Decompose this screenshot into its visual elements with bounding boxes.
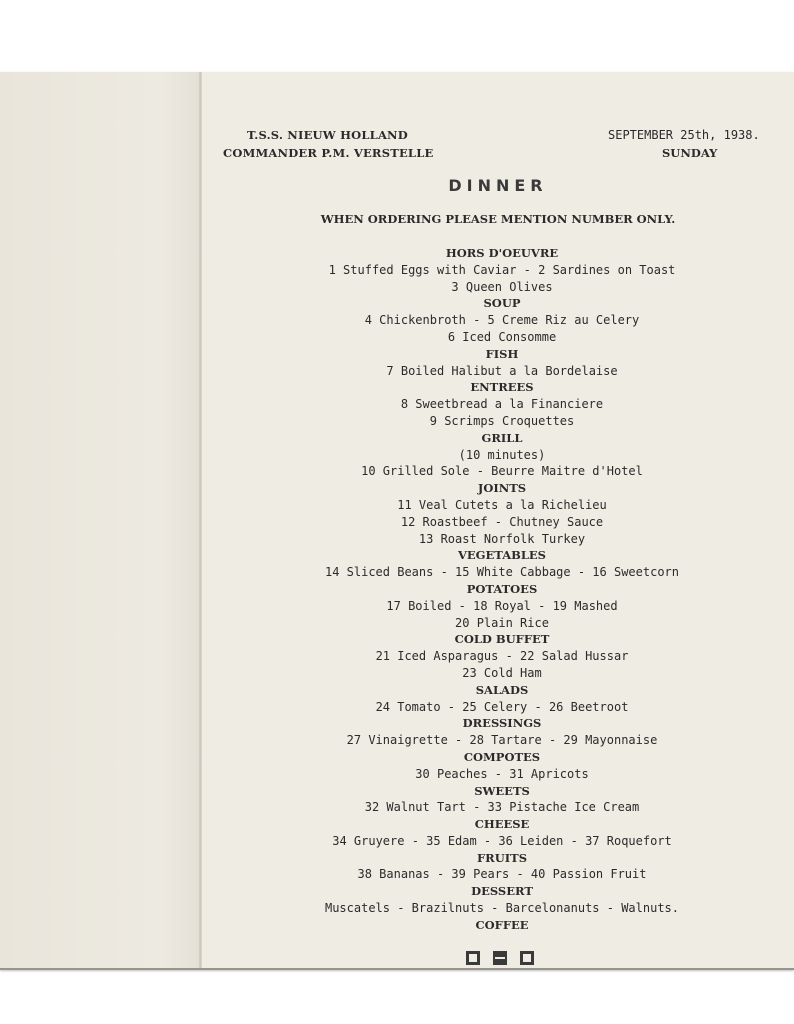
menu-item: 11 Veal Cutets a la Richelieu: [397, 497, 607, 512]
menu-section-heading: COMPOTES: [463, 749, 541, 764]
menu-item: 17 Boiled - 18 Royal - 19 Mashed: [386, 598, 618, 613]
menu-section-heading: ENTREES: [470, 380, 534, 395]
menu-item: 3 Queen Olives: [451, 279, 553, 294]
menu-item: 10 Grilled Sole - Beurre Maitre d'Hotel: [361, 464, 643, 479]
menu-item: 13 Roast Norfolk Turkey: [418, 531, 586, 546]
commander-name: COMMANDER P.M. VERSTELLE: [223, 146, 434, 160]
menu-item: 30 Peaches - 31 Apricots: [415, 766, 589, 781]
menu-item: 24 Tomato - 25 Celery - 26 Beetroot: [375, 699, 629, 714]
menu-section-heading: GRILL: [481, 430, 523, 445]
menu-section-heading: DESSERT: [471, 884, 533, 899]
menu-item: 7 Boiled Halibut a la Bordelaise: [386, 363, 618, 378]
page-title: DINNER: [448, 176, 548, 195]
menu-day: SUNDAY: [662, 146, 718, 160]
menu-date: SEPTEMBER 25th, 1938.: [608, 128, 760, 142]
menu-section-heading: VEGETABLES: [457, 548, 546, 563]
menu-item: 34 Gruyere - 35 Edam - 36 Leiden - 37 Roquefort: [332, 833, 672, 848]
menu-item: 4 Chickenbroth - 5 Creme Riz au Celery: [364, 313, 640, 328]
card-bottom-edge: [0, 968, 794, 970]
menu-item: 21 Iced Asparagus - 22 Salad Hussar: [375, 649, 629, 664]
menu-section-heading: COLD BUFFET: [454, 632, 550, 647]
menu-section-heading: SALADS: [475, 682, 529, 697]
menu-section-heading: POTATOES: [466, 581, 538, 596]
shipping-line-logo-icon: [466, 950, 534, 966]
menu-item: 8 Sweetbread a la Financiere: [400, 397, 604, 412]
menu-list: [202, 245, 794, 934]
ordering-instruction: WHEN ORDERING PLEASE MENTION NUMBER ONLY.: [320, 212, 676, 226]
menu-item: 23 Cold Ham: [462, 665, 542, 680]
menu-section-heading: SWEETS: [474, 783, 530, 798]
menu-item: 38 Bananas - 39 Pears - 40 Passion Fruit: [357, 867, 647, 882]
menu-section-heading: SOUP: [483, 296, 521, 311]
menu-item: 20 Plain Rice: [455, 615, 549, 630]
menu-item: 6 Iced Consomme: [447, 329, 557, 344]
menu-section-heading: DRESSINGS: [462, 716, 542, 731]
menu-section-heading: CHEESE: [474, 817, 530, 832]
menu-item: 32 Walnut Tart - 33 Pistache Ice Cream: [364, 800, 640, 815]
left-blank-page: [0, 72, 200, 970]
menu-item: 12 Roastbeef - Chutney Sauce: [400, 514, 604, 529]
menu-section-heading: FRUITS: [477, 850, 527, 865]
menu-section-heading: JOINTS: [477, 481, 527, 496]
menu-section-heading: COFFEE: [475, 917, 529, 932]
menu-item: 1 Stuffed Eggs with Caviar - 2 Sardines on Toast: [328, 262, 676, 277]
menu-section-heading: HORS D'OEUVRE: [445, 246, 559, 260]
menu-item: 27 Vinaigrette - 28 Tartare - 29 Mayonnaise: [346, 733, 658, 748]
menu-item: 14 Sliced Beans - 15 White Cabbage - 16 Sweetcorn: [324, 565, 679, 580]
ship-name: T.S.S. NIEUW HOLLAND: [247, 128, 408, 142]
menu-item: (10 minutes): [458, 447, 546, 462]
menu-section-heading: FISH: [485, 346, 519, 361]
menu-item: Muscatels - Brazilnuts - Barcelonanuts - Walnuts.: [324, 901, 679, 916]
menu-item: 9 Scrimps Croquettes: [429, 413, 575, 428]
